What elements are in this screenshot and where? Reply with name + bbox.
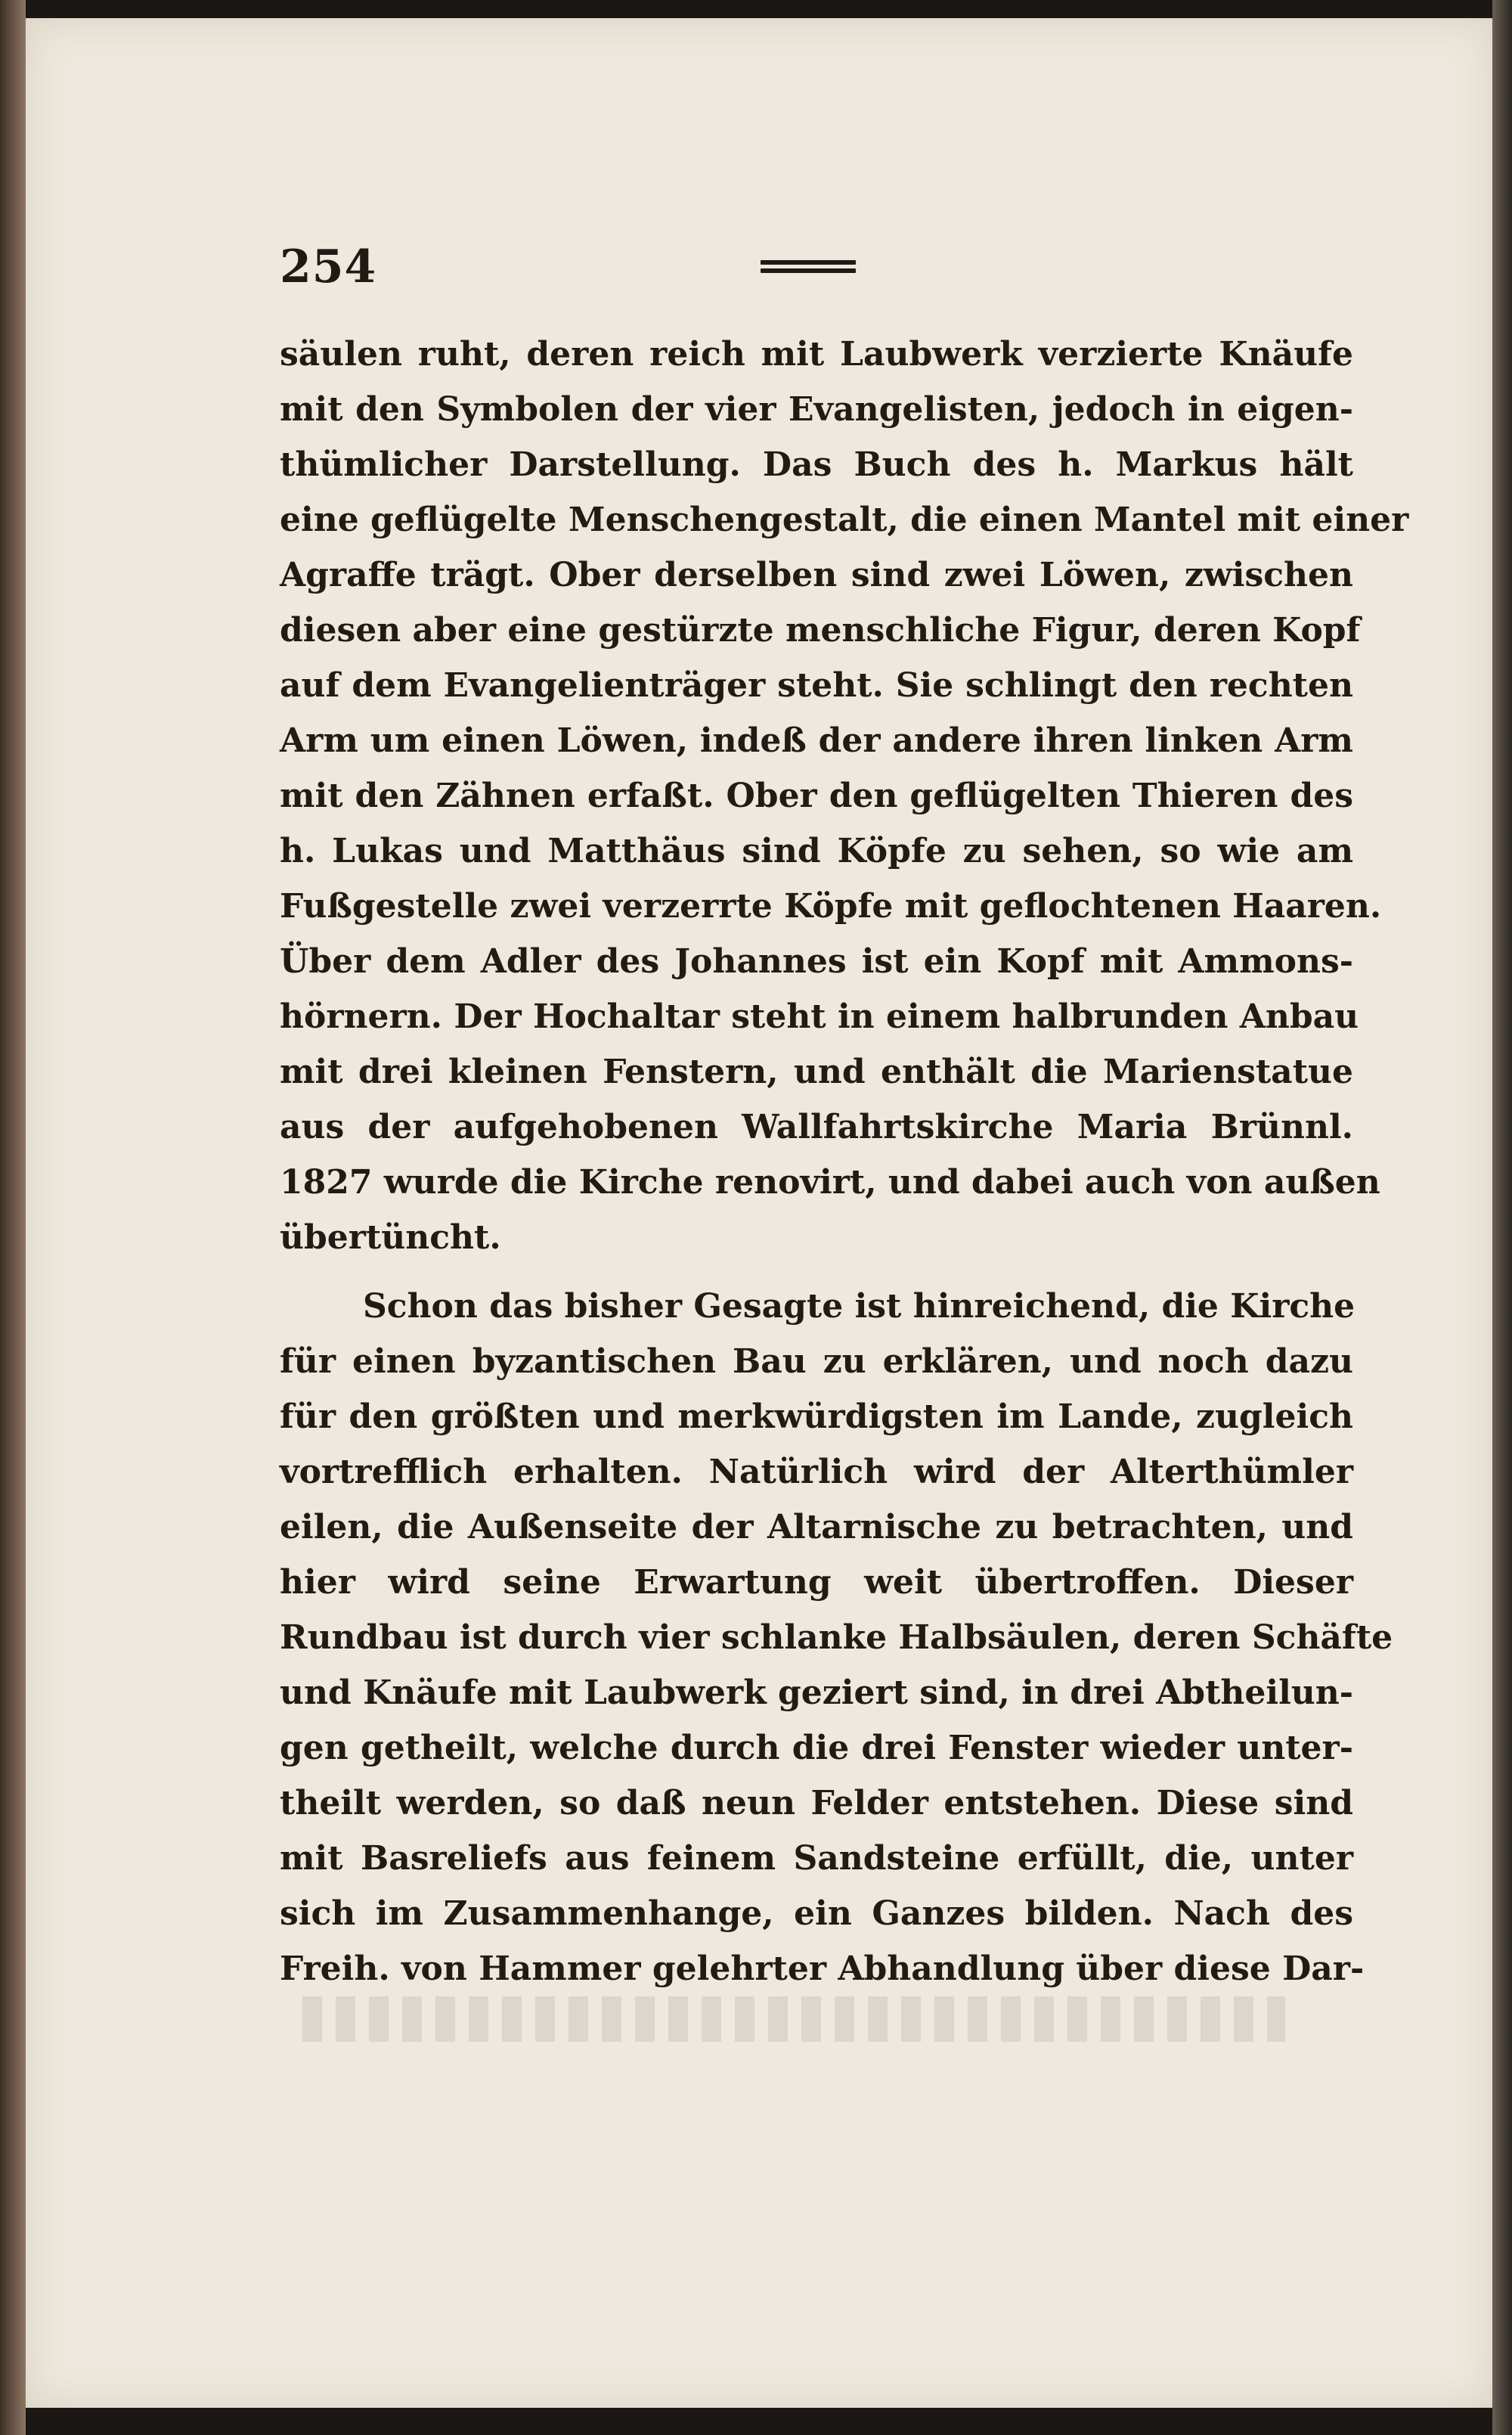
text-line: und Knäufe mit Laubwerk geziert sind, in drei Abtheilun- <box>280 1673 1354 1712</box>
text-line: Rundbau ist durch vier schlanke Halbsäulen, deren Schäfte <box>280 1618 1393 1657</box>
text-line: säulen ruht, deren reich mit Laubwerk verzierte Knäufe <box>280 335 1353 374</box>
page-number: 254 <box>280 240 377 293</box>
text-line: Arm um einen Löwen, indeß der andere ihren linken Arm <box>280 721 1353 760</box>
text-line: thümlicher Darstellung. Das Buch des h. Markus hält <box>280 445 1353 484</box>
text-line: Schon das bisher Gesagte ist hinreichend, die Kirche <box>363 1287 1356 1326</box>
text-line: übertüncht. <box>280 1218 501 1257</box>
text-line: für einen byzantischen Bau zu erklären, und noch dazu <box>280 1342 1353 1381</box>
header-rule <box>761 260 856 277</box>
text-line: vortrefflich erhalten. Natürlich wird der Alterthümler <box>280 1453 1353 1491</box>
body-text <box>280 327 1409 1996</box>
text-line: sich im Zusammenhange, ein Ganzes bilden. Nach des <box>280 1894 1353 1933</box>
text-line: h. Lukas und Matthäus sind Köpfe zu sehen, so wie am <box>280 832 1353 870</box>
paragraph-gap <box>280 1265 1353 1279</box>
text-line: hier wird seine Erwartung weit übertroffen. Dieser <box>280 1563 1353 1602</box>
text-line: aus der aufgehobenen Wallfahrtskirche Maria Brünnl. <box>280 1108 1353 1146</box>
paragraph <box>280 327 1409 1265</box>
text-line: mit den Zähnen erfaßt. Ober den geflügelten Thieren des <box>280 777 1353 815</box>
text-line: Freih. von Hammer gelehrter Abhandlung über diese Dar- <box>280 1950 1365 1988</box>
text-line: Agraffe trägt. Ober derselben sind zwei Löwen, zwischen <box>280 556 1353 594</box>
text-line: eilen, die Außenseite der Altarnische zu betrachten, und <box>280 1508 1353 1546</box>
text-line: theilt werden, so daß neun Felder entstehen. Diese sind <box>280 1784 1353 1822</box>
page-header <box>280 240 1323 301</box>
text-line: diesen aber eine gestürzte menschliche Figur, deren Kopf <box>280 611 1361 650</box>
text-line: auf dem Evangelienträger steht. Sie schlingt den rechten <box>280 666 1353 705</box>
page-edge <box>1492 0 1512 2435</box>
text-line: für den größten und merkwürdigsten im Lande, zugleich <box>280 1397 1353 1436</box>
text-line: Fußgestelle zwei verzerrte Köpfe mit geflochtenen Haaren. <box>280 887 1382 926</box>
text-line: eine geflügelte Menschengestalt, die einen Mantel mit einer <box>280 501 1409 539</box>
text-line: mit den Symbolen der vier Evangelisten, jedoch in eigen- <box>280 390 1353 429</box>
text-line: hörnern. Der Hochaltar steht in einem halbrunden Anbau <box>280 997 1359 1036</box>
text-line: mit Basreliefs aus feinem Sandsteine erfüllt, die, unter <box>280 1839 1353 1878</box>
text-line: 1827 wurde die Kirche renovirt, und dabei auch von außen <box>280 1163 1380 1202</box>
book-spine <box>0 0 26 2435</box>
bleed-through-text <box>302 1996 1285 2042</box>
paragraph <box>280 1279 1393 1996</box>
text-line: Über dem Adler des Johannes ist ein Kopf mit Ammons- <box>280 942 1353 981</box>
text-line: mit drei kleinen Fenstern, und enthält die Marienstatue <box>280 1053 1353 1091</box>
text-line: gen getheilt, welche durch die drei Fenster wieder unter- <box>280 1729 1353 1767</box>
